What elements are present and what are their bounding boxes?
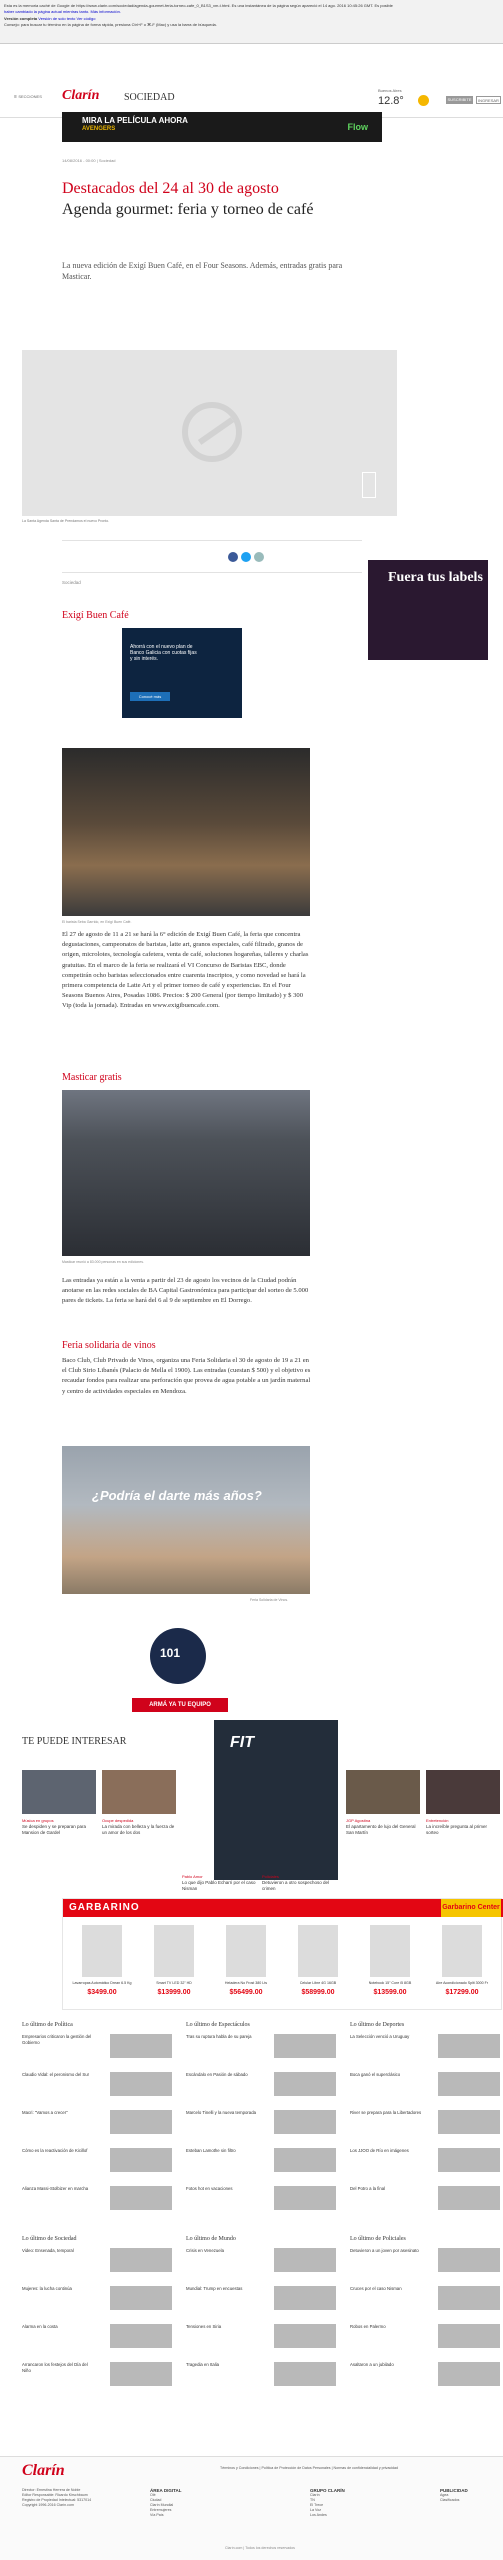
footer-link[interactable]: Ciudad: [150, 2498, 162, 2502]
item-thumbnail: [110, 2186, 172, 2210]
section-heading: Feria solidaria de vinos: [62, 1340, 156, 1351]
footer-credit-line: Editor Responsable: Ricardo Kirschbaum: [22, 2493, 88, 2497]
footer-credits: [22, 2488, 132, 2508]
facebook-share-icon[interactable]: [228, 552, 238, 562]
banner-title: MIRA LA PELÍCULA AHORA: [82, 116, 188, 125]
footer-link[interactable]: Vía País: [150, 2513, 164, 2517]
tile-title[interactable]: La mirada con belleza y la fuerza de un amor de los dos: [102, 1824, 175, 1835]
product-card[interactable]: [283, 1921, 353, 2017]
item-thumbnail: [438, 2072, 500, 2096]
car-ad-text: FIT: [230, 1734, 254, 1751]
side-ad[interactable]: [368, 560, 488, 660]
footer-credit-line: Registro de Propiedad Intelectual: 5317014: [22, 2498, 92, 2502]
list-item[interactable]: [350, 2362, 500, 2386]
latest-column: [350, 2022, 500, 2224]
item-title[interactable]: Asaltaron a un jubilado: [350, 2362, 394, 2367]
list-item[interactable]: [186, 2110, 336, 2134]
tile-category: JGP Agostina: [346, 1818, 371, 1823]
list-item[interactable]: [186, 2248, 336, 2272]
footer-logo[interactable]: Clarín: [22, 2462, 65, 2479]
more-section-label[interactable]: Sociedad: [62, 580, 81, 585]
item-title[interactable]: Escándalo en Pasión de sábado: [186, 2072, 248, 2077]
bank-ad-text: Ahorrá con el nuevo plan de Banco Galicia con cuotas fijas y sin interés.: [130, 644, 197, 662]
footer-column: [150, 2488, 240, 2518]
recommendation-tile[interactable]: [22, 1770, 96, 1836]
item-title[interactable]: Tragedia en Italia: [186, 2362, 220, 2367]
footer-column-title: GRUPO CLARÍN: [310, 2488, 345, 2493]
section-heading: Masticar gratis: [62, 1072, 122, 1083]
product-image: [370, 1925, 410, 1977]
list-item[interactable]: [186, 2324, 336, 2348]
list-item[interactable]: [186, 2186, 336, 2210]
team-badge-icon: [150, 1628, 206, 1684]
item-thumbnail: [438, 2286, 500, 2310]
tile-title[interactable]: El apartamento de lujo del General San Martín: [346, 1824, 416, 1835]
cache-more-info[interactable]: haber cambiado la página actual mientras tanto. Más información.: [4, 8, 121, 14]
sun-icon: [418, 95, 429, 106]
product-card[interactable]: [139, 1921, 209, 2017]
item-thumbnail: [274, 2072, 336, 2096]
article-photo: [62, 748, 310, 916]
footer-legal-links[interactable]: Términos y Condiciones | Política de Protección de Datos Personales | Normas de confidencialidad y privacidad: [220, 2466, 399, 2470]
product-image: [226, 1925, 266, 1977]
footer-link[interactable]: Clarín Mundial: [150, 2503, 174, 2507]
cache-full-version[interactable]: Versión completa: [4, 16, 38, 21]
article-photo: [62, 1090, 310, 1256]
item-thumbnail: [274, 2034, 336, 2058]
item-thumbnail: [110, 2286, 172, 2310]
list-item[interactable]: [350, 2148, 500, 2172]
weather-temperature: 12.8°: [378, 95, 404, 107]
product-name: Heladera No Frost 380 Lts: [224, 1981, 268, 1985]
wine-ad[interactable]: [62, 1446, 310, 1594]
footer-link[interactable]: Agea: [440, 2493, 449, 2497]
product-image: [298, 1925, 338, 1977]
column-heading: Lo último de Policiales: [350, 2236, 406, 2242]
tile-category: Música en grupos: [22, 1818, 54, 1823]
product-price: $13599.00: [373, 1988, 407, 1996]
item-title[interactable]: Cómo es la reactivación de Kicillof: [22, 2148, 88, 2153]
clarin-logo[interactable]: Clarín: [62, 88, 100, 103]
item-title[interactable]: Claudio Vidal: el peronismo del Sur: [22, 2072, 90, 2077]
product-name: Celular Libre 4G 16GB: [299, 1981, 337, 1985]
cache-source[interactable]: Ver código: [76, 16, 96, 21]
list-item[interactable]: [350, 2034, 500, 2058]
list-item[interactable]: [22, 2034, 172, 2058]
article-kicker: Destacados del 24 al 30 de agosto: [62, 180, 279, 197]
divider: [62, 540, 362, 541]
item-title[interactable]: Mundial: Trump en encuestas: [186, 2286, 243, 2291]
list-item[interactable]: [186, 2362, 336, 2386]
list-item[interactable]: [350, 2186, 500, 2210]
bank-ad-button[interactable]: Conocé más: [130, 692, 170, 701]
product-image: [442, 1925, 482, 1977]
tile-category: Ocupe despedida: [102, 1818, 134, 1823]
item-title[interactable]: Alarma en la costa: [22, 2324, 58, 2329]
item-thumbnail: [438, 2186, 500, 2210]
product-card[interactable]: [211, 1921, 281, 2017]
list-item[interactable]: [350, 2072, 500, 2096]
item-title[interactable]: Marcelo Tinelli y la nueva temporada: [186, 2110, 256, 2115]
footer-link[interactable]: El Trece: [310, 2503, 324, 2507]
tile-title[interactable]: La increíble pregunta al primer sorteo: [426, 1824, 488, 1835]
product-card[interactable]: [355, 1921, 425, 2017]
column-heading: Lo último de Mundo: [186, 2236, 236, 2242]
product-card[interactable]: [427, 1921, 497, 2017]
product-card[interactable]: [67, 1921, 137, 2017]
footer-credit-line: Director: Ernestina Herrera de Noble: [22, 2488, 81, 2492]
tile-image: [22, 1770, 96, 1814]
tile-image: [346, 1770, 420, 1814]
garbarino-badge: Garbarino Center: [441, 1899, 501, 1917]
item-thumbnail: [110, 2362, 172, 2386]
item-title[interactable]: Fotos hot en vacaciones: [186, 2186, 233, 2191]
list-item[interactable]: [186, 2148, 336, 2172]
recommendation-tile[interactable]: [346, 1770, 420, 1836]
list-item[interactable]: [186, 2034, 336, 2058]
item-title[interactable]: Boca ganó el superclásico: [350, 2072, 401, 2077]
list-item[interactable]: [22, 2110, 172, 2134]
cache-text-version[interactable]: Versión de solo texto: [38, 16, 76, 21]
side-ad-text: Fuera tus labels: [388, 570, 483, 585]
item-thumbnail: [110, 2072, 172, 2096]
item-title[interactable]: Tensiones en Siria: [186, 2324, 222, 2329]
footer-column: [440, 2488, 500, 2503]
latest-column: [22, 2236, 172, 2400]
product-name: Smart TV LED 32" HD: [156, 1981, 192, 1985]
subscribe-button[interactable]: SUSCRIBITE: [447, 97, 472, 102]
recommendation-tile[interactable]: [182, 1870, 256, 1892]
tile-title[interactable]: Detuvieron a otro sospechoso del crimen: [262, 1880, 330, 1891]
article-paragraph: Las entradas ya están a la venta a partir del 23 de agosto los vecinos de la Ciudad podrán anotarse en las redes sociales de BA Capital Gastronómica para participar del sorteo de 5.000 pares de tickets. La feria se hará del 6 al 9 de septiembre en El Dorrego.: [62, 1277, 309, 1305]
video-loading-icon: [182, 402, 242, 462]
item-title[interactable]: Los JJOO de Río en imágenes: [350, 2148, 409, 2153]
item-thumbnail: [110, 2034, 172, 2058]
item-thumbnail: [438, 2110, 500, 2134]
item-title[interactable]: Video: Ensenada, temporal: [22, 2248, 74, 2253]
divider: [62, 572, 362, 573]
list-item[interactable]: [22, 2248, 172, 2272]
recommendation-tile[interactable]: [426, 1770, 500, 1836]
latest-column: [186, 2022, 336, 2224]
tile-image: [102, 1770, 176, 1814]
item-thumbnail: [438, 2148, 500, 2172]
item-title[interactable]: River se prepara para la Libertadores: [350, 2110, 422, 2115]
item-thumbnail: [110, 2248, 172, 2272]
cache-tip: Consejo: para buscar tu término en la página de forma rápida, presiona Ctrl+F o ⌘-F (Mac) y usa la barra de búsqueda.: [4, 21, 217, 27]
product-price: $58999.00: [301, 1988, 335, 1996]
item-title[interactable]: Esteban Lamothe sin filtro: [186, 2148, 236, 2153]
latest-column: [22, 2022, 172, 2224]
column-heading: Lo último de Política: [22, 2022, 73, 2028]
car-ad[interactable]: [214, 1720, 338, 1880]
garbarino-bar: [63, 1899, 503, 1917]
login-button[interactable]: INGRESAR: [476, 96, 501, 104]
footer-link[interactable]: Clasificados: [440, 2498, 460, 2502]
tile-category: Policiales: [262, 1874, 279, 1879]
item-title[interactable]: Detuvieron a un joven por asesinato: [350, 2248, 419, 2253]
video-caption: La Santa Agenda Santa de Prendamos el nuevo Pronto.: [22, 519, 110, 523]
product-price: $17299.00: [445, 1988, 479, 1996]
footer-link[interactable]: TN: [310, 2498, 315, 2502]
column-heading: Lo último de Sociedad: [22, 2236, 77, 2242]
item-thumbnail: [438, 2362, 500, 2386]
list-item[interactable]: [22, 2148, 172, 2172]
footer-bottom-text: Clarín.com | Todos los derechos reservados: [225, 2546, 295, 2550]
banner-subtitle: AVENGERS: [82, 126, 116, 132]
tile-title[interactable]: Lo que dijo Pablo Echarri por el caso Nisman: [182, 1880, 256, 1891]
list-item[interactable]: [22, 2324, 172, 2348]
tile-category: Pablo Amor: [182, 1874, 203, 1879]
tile-image: [426, 1770, 500, 1814]
list-item[interactable]: [350, 2286, 500, 2310]
article-lede: La nueva edición de Exigí Buen Café, en el Four Seasons. Además, entradas gratis para Masticar.: [62, 261, 343, 281]
list-item[interactable]: [22, 2186, 172, 2210]
list-item[interactable]: [350, 2324, 500, 2348]
section-heading: Exigí Buen Café: [62, 610, 129, 621]
tile-category: Entretención: [426, 1818, 449, 1823]
recommendations-heading: TE PUEDE INTERESAR: [22, 1736, 127, 1747]
item-title[interactable]: Robos en Palermo: [350, 2324, 386, 2329]
item-thumbnail: [110, 2324, 172, 2348]
google-cache-bar: [0, 0, 503, 44]
article-paragraph: El 27 de agosto de 11 a 21 se hará la 6° edición de Exigí Buen Café, la feria que concentra degustaciones, campeonatos de baristas, latte art, granos especiales, café filtrado, granos de origen, microlotes, tecnología cafetera, venta de café, soluciones hogareñas, talleres y charlas gratuitas. En el marco de la feria se realizará el VI Concurso de Baristas EBC, donde competirán ocho baristas seleccionados entre cuarenta inscriptos, y como novedad se hará la primera competencia de Latte Art y el primer torneo de café y experiencias. En el Four Seasons Buenos Aires, Posadas 1086. Precios: $ 200 General (por tiempo limitado) y $ 300 Vip (toda la jornada). Entradas en www.exigibuencafe.com.: [62, 931, 309, 1010]
column-heading: Lo último de Espectáculos: [186, 2022, 250, 2028]
twitter-share-icon[interactable]: [241, 552, 251, 562]
item-thumbnail: [438, 2324, 500, 2348]
product-name: Notebook 15" Core i5 8GB: [368, 1981, 412, 1985]
item-title[interactable]: Del Potro a la final: [350, 2186, 386, 2191]
list-item[interactable]: [22, 2072, 172, 2096]
footer-link[interactable]: Entremujeres: [150, 2508, 172, 2512]
item-title[interactable]: Empresarios criticaron la gestión del Gobierno: [22, 2034, 92, 2045]
site-footer: [0, 2456, 503, 2560]
footer-link[interactable]: Clarín: [310, 2493, 320, 2497]
mail-share-icon[interactable]: [254, 552, 264, 562]
item-title[interactable]: Cruces por el caso Nisman: [350, 2286, 402, 2291]
item-thumbnail: [438, 2248, 500, 2272]
product-price: $56499.00: [229, 1988, 263, 1996]
list-item[interactable]: [22, 2286, 172, 2310]
article-title: Agenda gourmet: feria y torneo de café: [62, 201, 314, 218]
team-badge-number: 101: [160, 1646, 181, 1660]
article-meta: 14/08/2016 - 00:00 | Sociedad: [62, 158, 116, 163]
recommendation-tile[interactable]: [102, 1770, 176, 1836]
list-item[interactable]: [350, 2248, 500, 2272]
item-title[interactable]: Arrancaron los festejos del Día del Niño: [22, 2362, 88, 2373]
video-fullscreen-button[interactable]: [362, 472, 376, 498]
item-title[interactable]: Mujeres: la lucha continúa: [22, 2286, 72, 2291]
footer-column: [310, 2488, 400, 2518]
tile-title[interactable]: Se despiden y se preparan para Mansion de Gardel: [22, 1824, 87, 1835]
product-price: $3499.00: [87, 1988, 117, 1996]
item-title[interactable]: Macri: "Vamos a crecer": [22, 2110, 68, 2115]
banner-brand: Flow: [347, 122, 368, 132]
photo-caption: Feria Solidaria de Vinos.: [250, 1598, 289, 1602]
footer-link[interactable]: Olé: [150, 2493, 156, 2497]
item-title[interactable]: Tras su ruptura habla de su pareja: [186, 2034, 252, 2039]
garbarino-brand: GARBARINO: [69, 1902, 140, 1913]
item-thumbnail: [274, 2324, 336, 2348]
item-thumbnail: [274, 2148, 336, 2172]
item-thumbnail: [110, 2110, 172, 2134]
latest-column: [186, 2236, 336, 2400]
item-thumbnail: [274, 2110, 336, 2134]
item-thumbnail: [274, 2362, 336, 2386]
item-thumbnail: [274, 2286, 336, 2310]
bank-ad[interactable]: [122, 628, 242, 718]
footer-link[interactable]: La Voz: [310, 2508, 321, 2512]
footer-link[interactable]: Los Andes: [310, 2513, 327, 2517]
item-title[interactable]: Crisis en Venezuela: [186, 2248, 224, 2253]
wine-ad-text: ¿Podría el darte más años?: [92, 1488, 262, 1503]
weather-city: Buenos Aires: [378, 88, 402, 93]
recommendation-tile[interactable]: [262, 1870, 336, 1892]
list-item[interactable]: [186, 2072, 336, 2096]
item-title[interactable]: Alianza Massi-Stolbizer en marcha: [22, 2186, 89, 2191]
item-thumbnail: [274, 2186, 336, 2210]
product-image: [82, 1925, 122, 1977]
footer-column-title: ÁREA DIGITAL: [150, 2488, 182, 2493]
latest-column: [350, 2236, 500, 2400]
footer-column-title: PUBLICIDAD: [440, 2488, 468, 2493]
list-item[interactable]: [350, 2110, 500, 2134]
item-thumbnail: [274, 2248, 336, 2272]
cache-notice: Esta es la memoria caché de Google de https://www.clarin.com/sociedad/agenda-gourmet-feria-torneo-cafe_0_B1S3_xm-t.html. Es una instantánea de la página según apareció el 14 ago. 2016 10:45:26 GMT. Es posible: [4, 3, 393, 8]
sections-menu-button[interactable]: ≡ SECCIONES: [14, 94, 42, 100]
section-title[interactable]: SOCIEDAD: [124, 92, 175, 103]
item-title[interactable]: La Selección venció a Uruguay: [350, 2034, 410, 2039]
item-thumbnail: [438, 2034, 500, 2058]
article-paragraph: Baco Club, Club Privado de Vinos, organiza una Feria Solidaria el 30 de agosto de 19 a 21 en el Club Sirio Libanés (Palacio de Mella el 1900). Las entradas (cuestan $ 500) y el objetivo es recaudar fondos para realizar una perforación que provea de agua potable a un jardín maternal y centro de actividades especiales en Mendoza.: [62, 1357, 311, 1395]
column-heading: Lo último de Deportes: [350, 2022, 405, 2028]
photo-caption: Masticar reunió a 83.000 personas en sus ediciones.: [62, 1260, 144, 1264]
item-thumbnail: [110, 2148, 172, 2172]
photo-caption: El barista Seba Garrido, en Exigí Buen Café.: [62, 920, 132, 924]
list-item[interactable]: [22, 2362, 172, 2386]
team-ad[interactable]: [120, 1620, 240, 1730]
product-name: Lavarropas Automático Drean 6.5 Kg: [72, 1981, 132, 1985]
top-banner-ad[interactable]: [62, 112, 382, 142]
product-name: Aire Acondicionado Split 3000 Fr: [435, 1981, 489, 1985]
garbarino-ad[interactable]: [62, 1898, 502, 2010]
product-image: [154, 1925, 194, 1977]
team-ad-button[interactable]: ARMÁ YA TU EQUIPO: [132, 1698, 228, 1712]
footer-credit-line: Copyright 1996-2016 Clarín.com: [22, 2503, 74, 2507]
product-price: $13999.00: [157, 1988, 191, 1996]
list-item[interactable]: [186, 2286, 336, 2310]
